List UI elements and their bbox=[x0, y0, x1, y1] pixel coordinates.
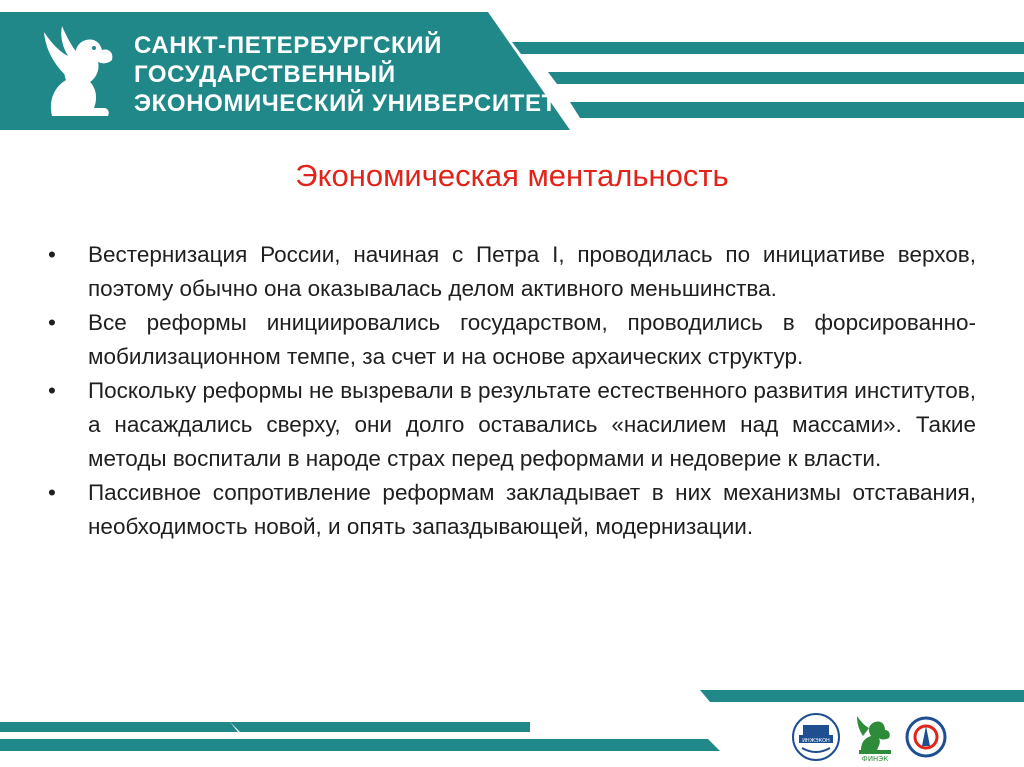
finek-logo-text: ФИНЭК bbox=[861, 755, 889, 762]
round-emblem-icon bbox=[905, 712, 947, 762]
bullet-text: Вестернизация России, начиная с Петра I, проводилась по инициативе верхов, поэтому обычно она оказывалась делом активного меньшинства. bbox=[88, 242, 976, 301]
finek-emblem-icon bbox=[851, 712, 899, 762]
inzhekon-emblem-icon bbox=[790, 712, 842, 762]
university-name-line: ГОСУДАРСТВЕННЫЙ bbox=[134, 61, 396, 88]
bullet-text: Все реформы инициировались государством, проводились в форсированно-мобилизационном темпе, за счет и на основе архаических структур. bbox=[88, 310, 976, 369]
inzhekon-logo-text: ИНЖЭКОН bbox=[802, 738, 830, 744]
footer-stripe bbox=[0, 722, 238, 732]
bullet-marker: • bbox=[48, 378, 56, 403]
griffin-logo-icon bbox=[38, 24, 124, 120]
bullet-marker: • bbox=[48, 310, 56, 335]
bullet-item bbox=[48, 306, 976, 374]
footer-stripe bbox=[0, 739, 720, 751]
bullet-list bbox=[48, 238, 976, 544]
footer-stripe bbox=[230, 722, 530, 732]
university-name-line: САНКТ-ПЕТЕРБУРГСКИЙ bbox=[134, 32, 442, 59]
bullet-item bbox=[48, 374, 976, 476]
header-stripe bbox=[512, 42, 1024, 54]
bullet-item bbox=[48, 238, 976, 306]
university-name bbox=[134, 31, 557, 118]
header-stripe bbox=[548, 72, 1024, 84]
slide-title: Экономическая ментальность bbox=[295, 158, 729, 193]
bullet-marker: • bbox=[48, 480, 56, 505]
bullet-text: Пассивное сопротивление реформам закладывает в них механизмы отставания, необходимость новой, и опять запаздывающей, модернизации. bbox=[88, 480, 976, 539]
bullet-marker: • bbox=[48, 242, 56, 267]
university-name-line: ЭКОНОМИЧЕСКИЙ УНИВЕРСИТЕТ bbox=[134, 90, 557, 117]
bullet-item bbox=[48, 476, 976, 544]
header-stripe bbox=[570, 102, 1024, 118]
bullet-text: Поскольку реформы не вызревали в результате естественного развития институтов, а насаждались сверху, они долго оставались «насилием над массами». Такие методы воспитали в народе страх перед реформами и недоверие к власти. bbox=[88, 378, 976, 471]
footer-stripe bbox=[700, 690, 1024, 702]
